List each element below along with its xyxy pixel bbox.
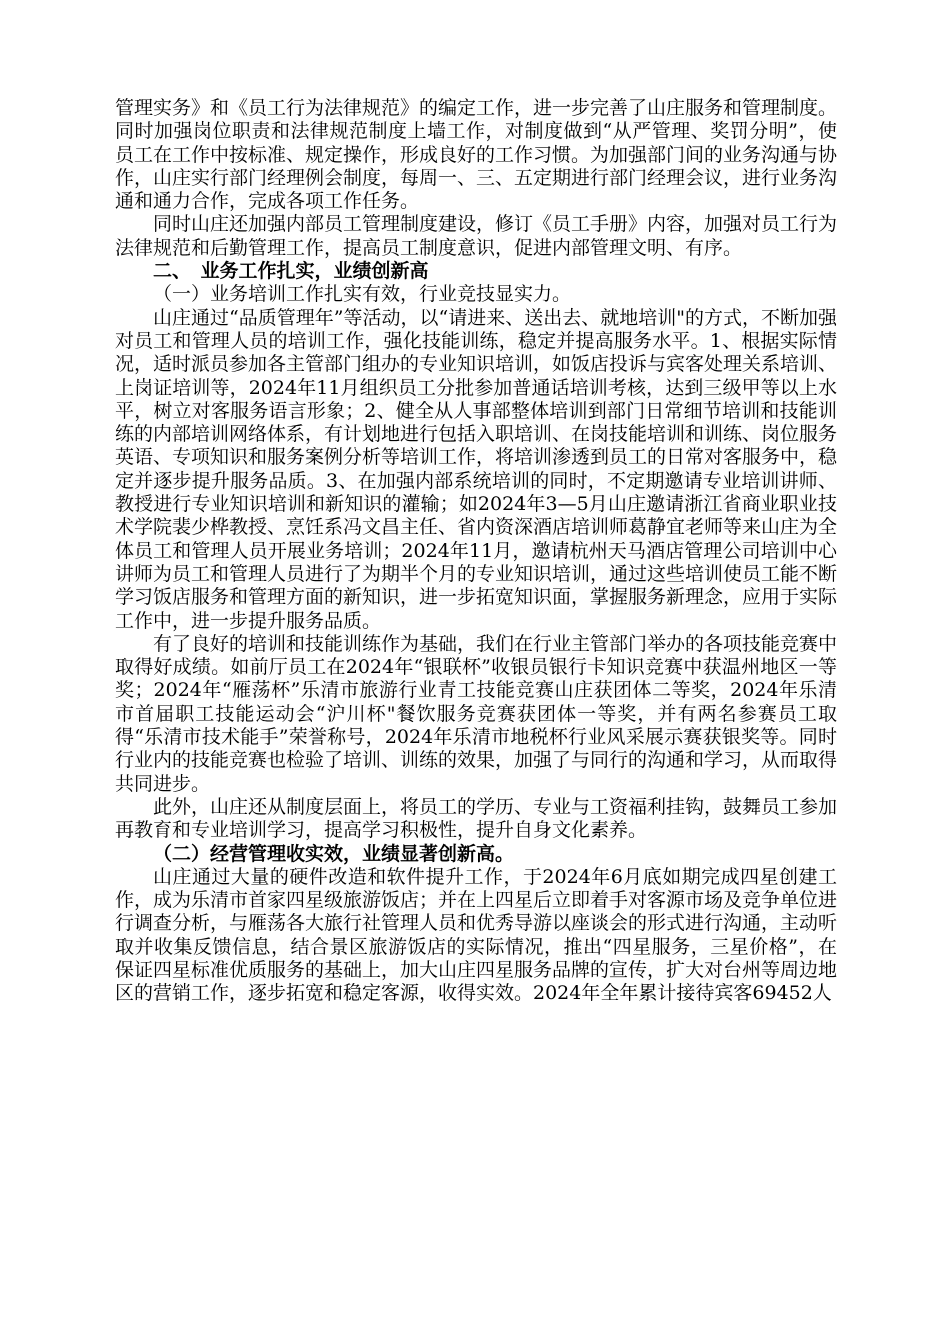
section-heading-business: 二、 业务工作扎实，业绩创新高 xyxy=(153,260,429,283)
paragraph-education: 此外，山庄还从制度层面上，将员工的学历、专业与工资福利挂钩，鼓舞员工参加再教育和专业培训学习，提高学习积极性，提升自身文化素养。 xyxy=(115,795,838,842)
paragraph-four-star: 山庄通过大量的硬件改造和软件提升工作，于2024年6月底如期完成四星创建工作，成为乐清市首家四星级旅游饭店；并在上四星后立即着手对客源市场及竞争单位进行调查分析，与雁荡各大旅行社管理人员和优秀导游以座谈会的形式进行沟通，主动听取并收集反馈信息，结合景区旅游饭店的实际情况，推出“四星服务，三星价格”，在保证四星标准优质服务的基础上，加大山庄四星服务品牌的宣传，扩大对台州等周边地区的营销工作，逐步拓宽和稳定客源，收得实效。2024年全年累计接待宾客69452人 xyxy=(115,865,838,1005)
paragraph-continuation: 管理实务》和《员工行为法律规范》的编定工作，进一步完善了山庄服务和管理制度。同时加强岗位职责和法律规范制度上墙工作，对制度做到“从严管理、奖罚分明”，使员工在工作中按标准、规定操作，形成良好的工作习惯。为加强部门间的业务沟通与协作，山庄实行部门经理例会制度，每周一、三、五定期进行部门经理会议，进行业务沟通和通力合作，完成各项工作任务。 xyxy=(115,97,838,213)
paragraph-management-system: 同时山庄还加强内部员工管理制度建设，修订《员工手册》内容，加强对员工行为法律规范和后勤管理工作，提高员工制度意识，促进内部管理文明、有序。 xyxy=(115,213,838,259)
subheading-operations: （二）经营管理收实效，业绩显著创新高。 xyxy=(153,842,515,865)
subheading-training: （一）业务培训工作扎实有效，行业竞技显实力。 xyxy=(153,283,572,306)
document-body xyxy=(115,97,837,1006)
paragraph-competitions: 有了良好的培训和技能训练作为基础，我们在行业主管部门举办的各项技能竞赛中取得好成绩。如前厅员工在2024年“银联杯”收银员银行卡知识竞赛中获温州地区一等奖；2024年“雁荡杯”乐清市旅游行业青工技能竞赛山庄获团体二等奖，2024年乐清市首届职工技能运动会“沪川杯"餐饮服务竞赛获团体一等奖，并有两名参赛员工取得“乐清市技术能手”荣誉称号，2024年乐清市地税杯行业风采展示赛获银奖等。同时行业内的技能竞赛也检验了培训、训练的效果，加强了与同行的沟通和学习，从而取得共同进步。 xyxy=(115,632,838,795)
paragraph-training: 山庄通过“品质管理年”等活动，以“请进来、送出去、就地培训"的方式，不断加强对员工和管理人员的培训工作，强化技能训练，稳定并提高服务水平。1、根据实际情况，适时派员参加各主管部门组办的专业知识培训，如饭店投诉与宾客处理关系培训、上岗证培训等，2024年11月组织员工分批参加普通话培训考核，达到三级甲等以上水平，树立对客服务语言形象；2、健全从人事部整体培训到部门日常细节培训和技能训练的内部培训网络体系，有计划地进行包括入职培训、在岗技能培训和训练、岗位服务英语、专项知识和服务案例分析等培训工作，将培训渗透到员工的日常对客服务中，稳定并逐步提升服务品质。3、在加强内部系统培训的同时，不定期邀请专业培训讲师、教授进行专业知识培训和新知识的灌输；如2024年3—5月山庄邀请浙江省商业职业技术学院裴少桦教授、烹饪系冯文昌主任、省内资深酒店培训师葛静宜老师等来山庄为全体员工和管理人员开展业务培训；2024年11月，邀请杭州天马酒店管理公司培训中心讲师为员工和管理人员进行了为期半个月的专业知识培训，通过这些培训使员工能不断学习饭店服务和管理方面的新知识，进一步拓宽知识面，掌握服务新理念，应用于实际工作中，进一步提升服务品质。 xyxy=(115,306,838,632)
